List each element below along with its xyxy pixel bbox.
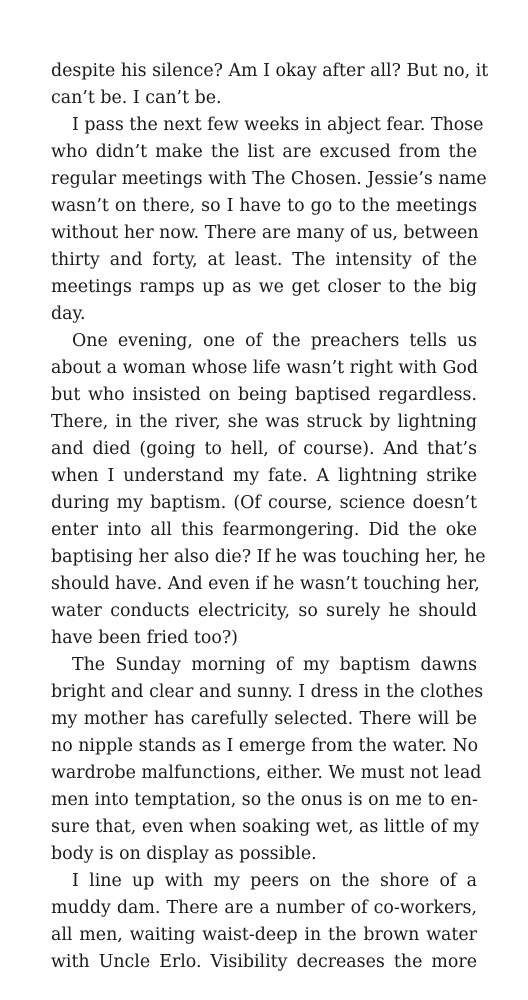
text-line: thirty and forty, at least. The intensity of the xyxy=(51,250,477,270)
text-line: about a woman whose life wasn’t right with God xyxy=(51,358,479,378)
text-line: can’t be. I can’t be. xyxy=(51,88,222,108)
text-line: no nipple stands as I emerge from the water. No xyxy=(51,736,479,756)
text-line: when I understand my fate. A lightning strike xyxy=(51,466,477,486)
text-line: without her now. There are many of us, between xyxy=(51,223,479,243)
text-line: The Sunday morning of my baptism dawns xyxy=(72,655,477,675)
text-line: have been fried too?) xyxy=(51,628,238,648)
text-line: despite his silence? Am I okay after all? But no, it xyxy=(51,61,489,81)
text-line: during my baptism. (Of course, science doesn’t xyxy=(51,493,477,513)
text-line: meetings ramps up as we get closer to the big xyxy=(51,277,477,297)
paragraph-2 xyxy=(51,112,487,328)
text-line: who didn’t make the list are excused from the xyxy=(51,142,477,162)
text-line: wardrobe malfunctions, either. We must not lead xyxy=(51,763,482,783)
text-line: One evening, one of the preachers tells us xyxy=(72,331,477,351)
book-page xyxy=(51,58,489,976)
text-line: with Uncle Erlo. Visibility decreases the more xyxy=(51,952,477,972)
text-line: muddy dam. There are a number of co-workers, xyxy=(51,898,477,918)
text-line: regular meetings with The Chosen. Jessie’s name xyxy=(51,169,487,189)
text-line: wasn’t on there, so I have to go to the meetings xyxy=(51,196,477,216)
text-line: but who insisted on being baptised regardless. xyxy=(51,385,477,405)
text-line: all men, waiting waist-deep in the brown water xyxy=(51,925,477,945)
paragraph-5 xyxy=(51,868,477,976)
text-line: enter into all this fearmongering. Did the oke xyxy=(51,520,477,540)
text-line: men into temptation, so the onus is on me to en- xyxy=(51,790,478,810)
text-line: water conducts electricity, so surely he should xyxy=(51,601,477,621)
text-line: sure that, even when soaking wet, as little of my xyxy=(51,817,480,837)
text-line: and died (going to hell, of course). And that’s xyxy=(51,439,477,459)
text-line: my mother has carefully selected. There will be xyxy=(51,709,477,729)
text-line: body is on display as possible. xyxy=(51,844,317,864)
paragraph-3 xyxy=(51,328,486,652)
text-line: There, in the river, she was struck by lightning xyxy=(51,412,477,432)
text-line: baptising her also die? If he was touching her, he xyxy=(51,547,486,567)
text-line: should have. And even if he wasn’t touching her, xyxy=(51,574,480,594)
paragraph-4 xyxy=(51,652,484,868)
text-line: bright and clear and sunny. I dress in the clothes xyxy=(51,682,484,702)
text-line: I pass the next few weeks in abject fear. Those xyxy=(72,115,484,135)
text-line: I line up with my peers on the shore of a xyxy=(72,871,477,891)
text-line: day. xyxy=(51,304,86,324)
paragraph-1 xyxy=(51,58,489,112)
